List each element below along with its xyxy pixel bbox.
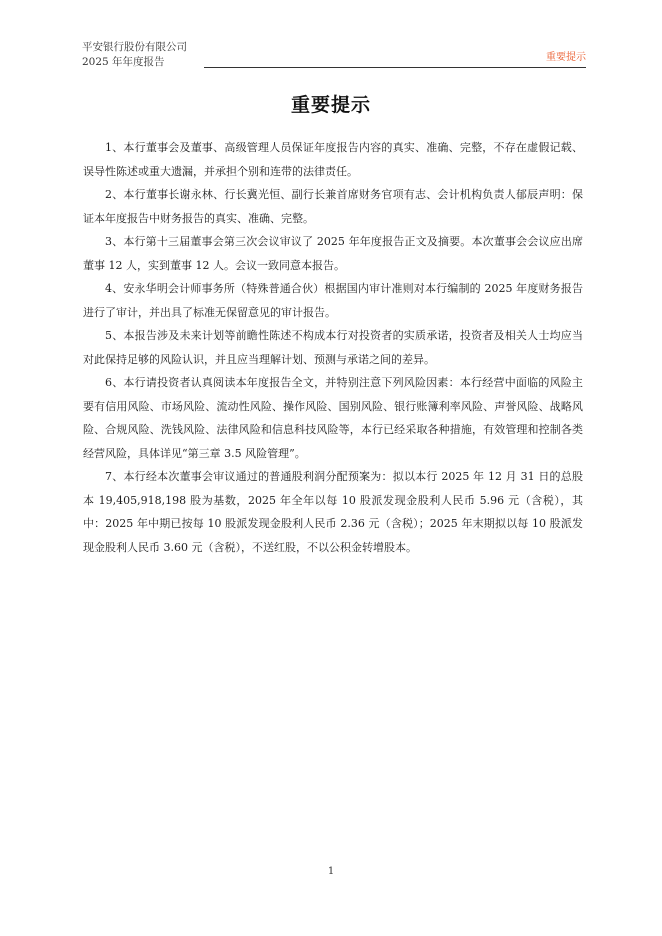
notice-paragraph-5: 5、本报告涉及未来计划等前瞻性陈述不构成本行对投资者的实质承诺，投资者及相关人士均应当对此保持足够的风险认识，并且应当理解计划、预测与承诺之间的差异。 <box>83 329 583 366</box>
notice-paragraph-6: 6、本行请投资者认真阅读本年度报告全文，并特别注意下列风险因素：本行经营中面临的风险主要有信用风险、市场风险、流动性风险、操作风险、国别风险、银行账簿利率风险、声誉风险、战略风险、合规风险、洗钱风险、法律风险和信息科技风险等，本行已经采取各种措施，有效管理和控制各类经营风险，具体详见“第三章 3.5 风险管理”。 <box>83 376 583 460</box>
page-title: 重要提示 <box>290 94 371 116</box>
company-name: 平安银行股份有限公司 <box>82 41 187 53</box>
notice-body <box>83 136 583 559</box>
notice-paragraph-7: 7、本行经本次董事会审议通过的普通股利润分配预案为：拟以本行 2025 年 12 月 31 日的总股本 19,405,918,198 股为基数，2025 年全年以每 10 股派发现金股利人民币 5.96 元（含税），其中：2025 年中期已按每 10 股派发现金股利人民币 2.36 元（含税）；2025 年末期拟以每 10 股派发现金股利人民币 3.60 元（含税），不送红股，不以公积金转增股本。 <box>83 470 583 554</box>
section-label: 重要提示 <box>546 52 586 63</box>
notice-paragraph-4: 4、安永华明会计师事务所（特殊普通合伙）根据国内审计准则对本行编制的 2025 年度财务报告进行了审计，并出具了标准无保留意见的审计报告。 <box>83 282 583 319</box>
running-header <box>82 40 187 70</box>
notice-paragraph-1: 1、本行董事会及董事、高级管理人员保证年度报告内容的真实、准确、完整，不存在虚假记载、误导性陈述或重大遗漏，并承担个别和连带的法律责任。 <box>83 141 583 178</box>
notice-paragraph-3: 3、本行第十三届董事会第三次会议审议了 2025 年年度报告正文及摘要。本次董事会会议应出席董事 12 人，实到董事 12 人。会议一致同意本报告。 <box>83 235 583 272</box>
header-rule <box>204 67 586 68</box>
report-name: 2025 年年度报告 <box>82 56 165 68</box>
notice-paragraph-2: 2、本行董事长谢永林、行长冀光恒、副行长兼首席财务官项有志、会计机构负责人郁辰声明：保证本年度报告中财务报告的真实、准确、完整。 <box>83 188 583 225</box>
page-number: 1 <box>327 866 335 877</box>
